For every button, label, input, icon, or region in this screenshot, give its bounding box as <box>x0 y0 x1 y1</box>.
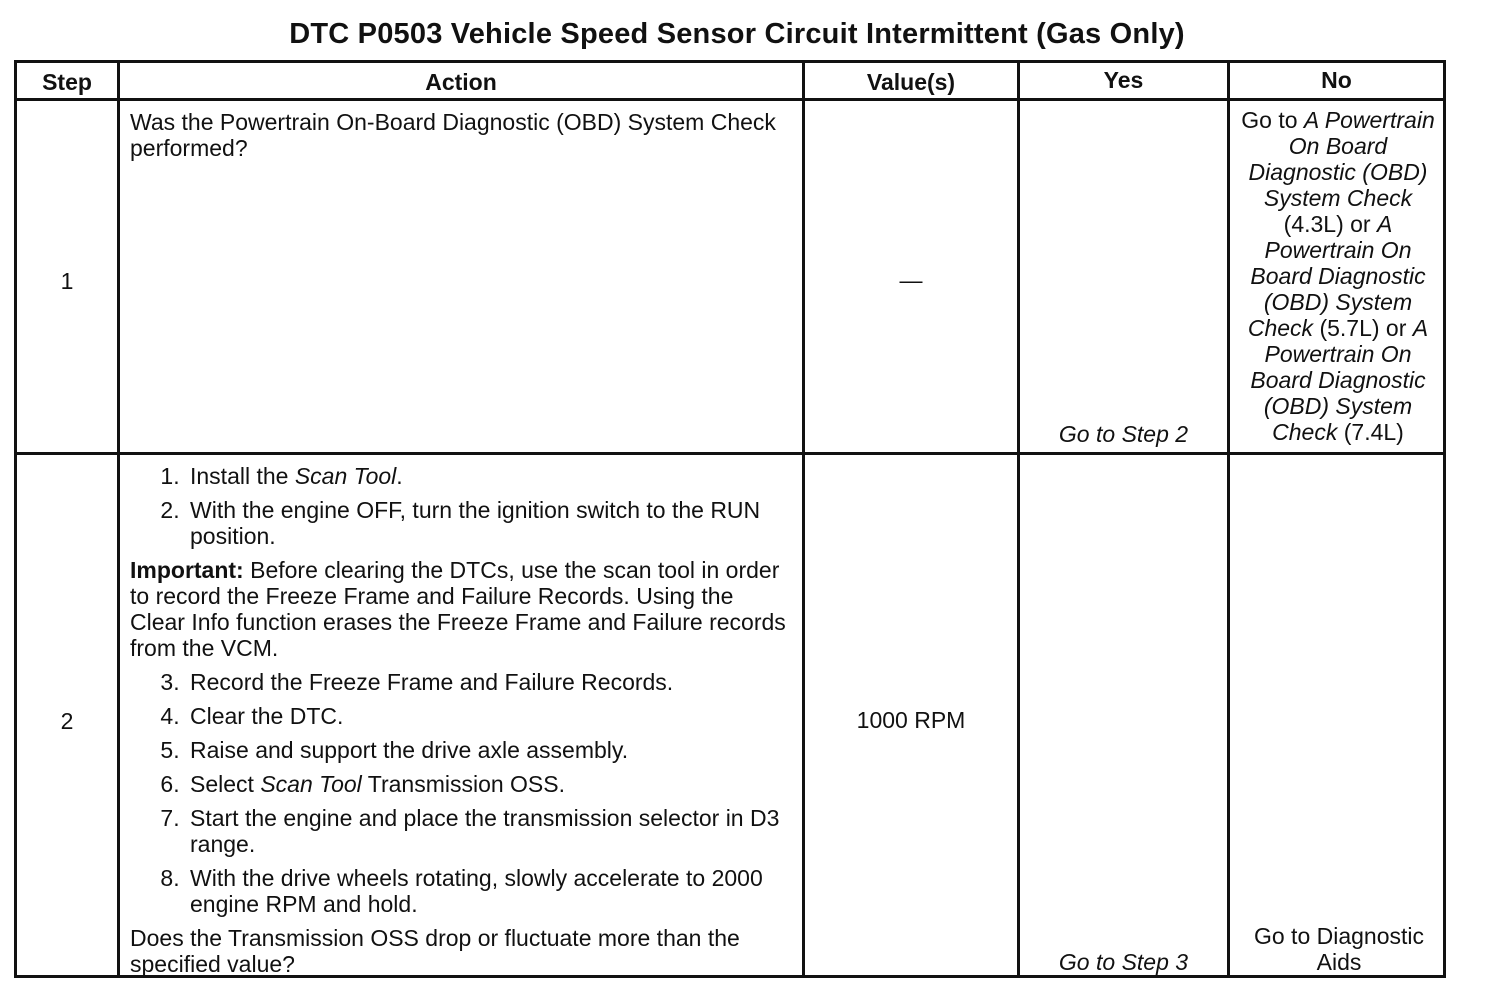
action-text: Was the Powertrain On-Board Diagnostic (OBD) System Check performed? <box>130 109 776 161</box>
no-action-prefix: Go to <box>1241 107 1304 133</box>
page-title: DTC P0503 Vehicle Speed Sensor Circuit Intermittent (Gas Only) <box>289 18 1185 50</box>
list-item: 4. Clear the DTC. <box>186 703 792 729</box>
row-divider <box>17 452 1443 455</box>
list-item: 5. Raise and support the drive axle assembly. <box>186 737 792 763</box>
list-item: 2. With the engine OFF, turn the ignition switch to the RUN position. <box>186 497 792 549</box>
no-action <box>1233 107 1443 445</box>
go-to-step-link[interactable]: Go to Step 3 <box>1058 949 1189 975</box>
scan-tool-term: Scan Tool <box>294 463 397 489</box>
column-divider <box>117 63 120 975</box>
no-action-suffix: (5.7L) or <box>1313 315 1413 341</box>
obd-check-link[interactable]: A Powertrain On Board Diagnostic (OBD) System Check <box>1250 315 1429 445</box>
diagnostic-table <box>14 60 1446 978</box>
header-no: No <box>1321 67 1352 93</box>
instruction-list <box>130 669 792 917</box>
instruction-list <box>130 463 792 549</box>
obd-check-link[interactable]: A Powertrain On Board Diagnostic (OBD) System Check <box>1247 211 1426 341</box>
obd-check-link[interactable]: A Powertrain On Board Diagnostic (OBD) System Check <box>1248 107 1435 211</box>
step-number: 1 <box>60 268 74 294</box>
header-action: Action <box>425 69 497 95</box>
list-item: 3. Record the Freeze Frame and Failure Records. <box>186 669 792 695</box>
go-to-step-link[interactable]: Go to Step 2 <box>1058 421 1189 447</box>
list-item: 1. Install the Scan Tool. <box>186 463 792 489</box>
column-divider <box>802 63 805 975</box>
value-text: 1000 RPM <box>856 707 966 733</box>
yes-action <box>1020 421 1227 447</box>
question-text: Does the Transmission OSS drop or fluctuate more than the specified value? <box>130 925 740 977</box>
scan-tool-term: Scan Tool <box>260 771 362 797</box>
no-action-suffix: (4.3L) or <box>1283 211 1377 237</box>
action-steps <box>130 463 792 985</box>
list-item: 7. Start the engine and place the transmission selector in D3 range. <box>186 805 792 857</box>
important-note <box>130 557 792 661</box>
step-number: 2 <box>60 708 74 734</box>
column-divider <box>1227 63 1230 975</box>
list-item: 6. Select Scan Tool Transmission OSS. <box>186 771 792 797</box>
yes-action <box>1020 949 1227 975</box>
column-divider <box>1017 63 1020 975</box>
header-values: Value(s) <box>866 69 956 95</box>
no-action-suffix: (7.4L) <box>1337 419 1404 445</box>
value-text: — <box>899 267 923 293</box>
important-label: Important: <box>130 557 244 583</box>
header-step: Step <box>42 69 92 95</box>
no-action[interactable]: Go to Diagnostic Aids <box>1253 923 1425 975</box>
list-item: 8. With the drive wheels rotating, slowly accelerate to 2000 engine RPM and hold. <box>186 865 792 917</box>
header-yes: Yes <box>1103 67 1144 93</box>
important-text: Before clearing the DTCs, use the scan tool in order to record the Freeze Frame and Failure Records. Using the Clear Info function erases the Freeze Frame and Failure records from the VCM. <box>130 557 786 661</box>
row-divider <box>17 98 1443 101</box>
